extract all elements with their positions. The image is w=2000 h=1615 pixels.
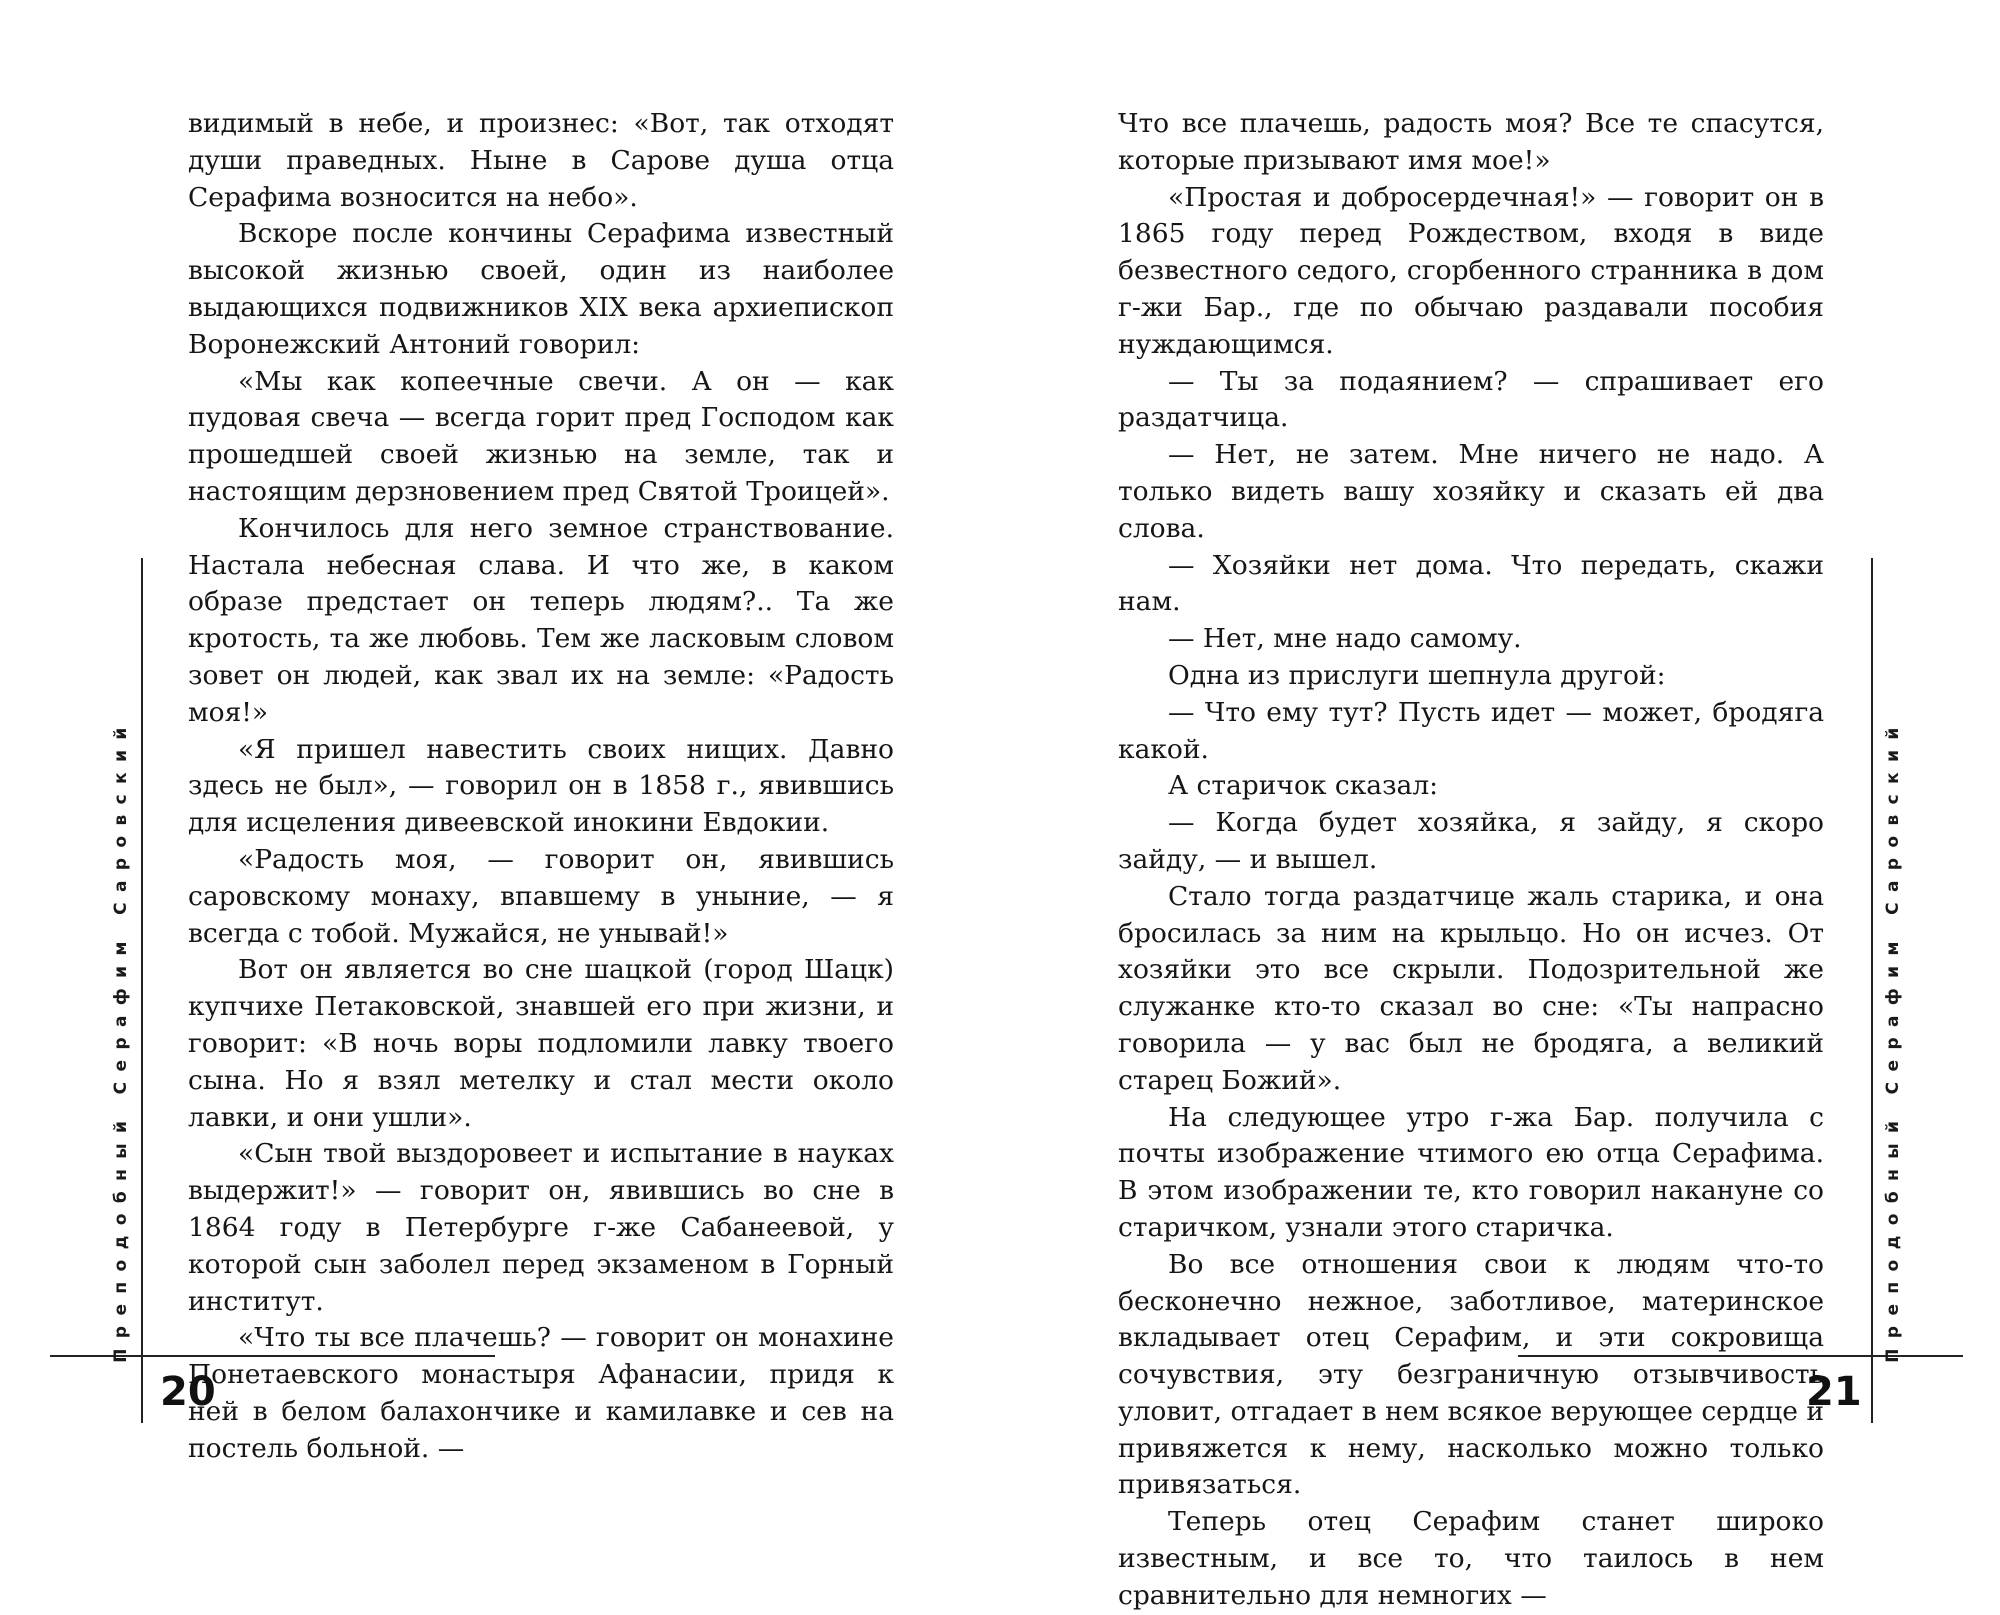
paragraph: «Сын твой выздоровеет и испытание в науках выдержит!» — говорит он, явившись во сне в 1864 году в Петербурге г-же Сабанеевой, у которой сын заболел перед экзаменом в Горный институт. (188, 1138, 894, 1317)
paragraph: На следующее утро г-жа Бар. получила с почты изображение чтимого ею отца Серафима. В этом изображении те, кто говорил накануне со старичком, узнали этого старичка. (1118, 1101, 1824, 1243)
paragraph: — Когда будет хозяйка, я зайду, я скоро зайду, — и вышел. (1118, 807, 1824, 875)
paragraph: Во все отношения свои к людям что-то бесконечно нежное, заботливое, материнское вкладывает отец Серафим, и эти сокровища сочувствия, эту безграничную отзывчивость уловит, отгадает в нем всякое верующее сердце и привяжется к нему, насколько можно только привязаться. (1118, 1248, 1824, 1501)
paragraph: Вскоре после кончины Серафима известный высокой жизнью своей, один из наиболее выдающихся подвижников XIX века архиепископ Воронежский Антоний говорил: (188, 218, 894, 360)
paragraph: Кончилось для него земное странствование. Настала небесная слава. И что же, в каком образе предстает он теперь людям?.. Та же кротость, та же любовь. Тем же ласковым словом зовет он людей, как звал их на земле: «Радость моя!» (188, 512, 894, 728)
paragraph: А старичок сказал: (1168, 770, 1439, 802)
paragraph: Вот он является во сне шацкой (город Шацк) купчихе Петаковской, знавшей его при жизни, и говорит: «В ночь воры подломили лавку твоего сына. Но я взял метелку и стал мести около лавки, и они ушли». (188, 954, 894, 1133)
right-page (1000, 0, 2000, 1611)
paragraph: «Что ты все плачешь? — говорит он монахине Понетаевского монастыря Афанасии, придя к ней в белом балахончике и камилавке и сев на постель больной. — (188, 1322, 894, 1464)
left-page (0, 0, 1000, 1464)
paragraph: Стало тогда раздатчице жаль старика, и она бросилась за ним на крыльцо. Но он исчез. От хозяйки это все скрыли. Подозрительной же служанке кто-то сказал во сне: «Ты напрасно говорила — у вас был не бродяга, а великий старец Божий». (1118, 880, 1824, 1096)
paragraph: — Хозяйки нет дома. Что передать, скажи нам. (1118, 549, 1824, 618)
paragraph: Что все плачешь, радость моя? Все те спасутся, которые призывают имя мое!» (1118, 108, 1824, 176)
left-page-body (188, 106, 894, 1467)
margin-rule-vertical (1871, 558, 1873, 1423)
running-title-text: Преподобный Серафим Саровский (1883, 717, 1903, 1363)
paragraph: «Радость моя, — говорит он, явившись саровскому монаху, впавшему в уныние, — я всегда с тобой. Мужайся, не унывай!» (188, 843, 894, 949)
page-number: 20 (160, 1369, 216, 1415)
running-title-text: Преподобный Серафим Саровский (111, 717, 131, 1363)
paragraph: — Ты за подаянием? — спрашивает его раздатчица. (1118, 365, 1824, 434)
paragraph: Теперь отец Серафим станет широко известным, и все то, что таилось в нем сравнительно для немногих — (1118, 1506, 1824, 1611)
paragraph: «Мы как копеечные свечи. А он — как пудовая свеча — всегда горит пред Господом как прошедшей своей жизнью на земле, так и настоящим дерзновением пред Святой Троицей». (188, 365, 894, 507)
paragraph: — Нет, мне надо самому. (1168, 623, 1522, 655)
margin-rule-vertical (141, 558, 143, 1423)
paragraph: «Простая и добросердечная!» — говорит он в 1865 году перед Рождеством, входя в виде безвестного седого, сгорбенного странника в дом г-жи Бар., где по обычаю раздавали пособия нуждающимся. (1118, 181, 1824, 360)
paragraph: Одна из прислуги шепнула другой: (1168, 659, 1666, 691)
paragraph: — Что ему тут? Пусть идет — может, бродяга какой. (1118, 696, 1824, 765)
paragraph: видимый в небе, и произнес: «Вот, так отходят души праведных. Ныне в Сарове душа отца Серафима возносится на небо». (188, 108, 894, 213)
right-page-body (1118, 106, 1824, 1615)
page-number: 21 (1806, 1369, 1862, 1415)
paragraph: «Я пришел навестить своих нищих. Давно здесь не был», — говорил он в 1858 г., явившись для исцеления дивеевской инокини Евдокии. (188, 733, 894, 839)
paragraph: — Нет, не затем. Мне ничего не надо. А только видеть вашу хозяйку и сказать ей два слова. (1118, 439, 1824, 544)
